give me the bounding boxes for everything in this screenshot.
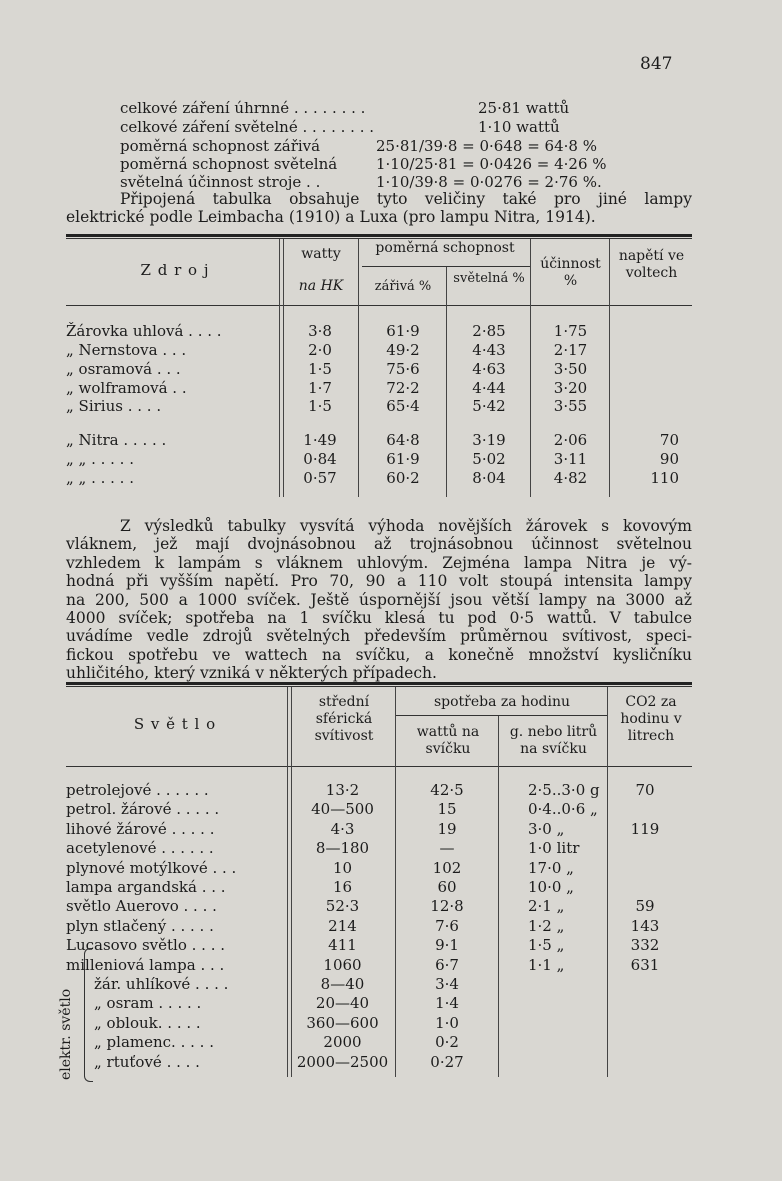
header-zariva: zářivá % — [374, 279, 432, 294]
intro-paragraph — [66, 190, 692, 227]
table2-cell-name: „ plamenc. . . . . — [94, 1033, 214, 1051]
table1-cell-napeti: 90 — [659, 450, 679, 468]
table2-cell-wattu: 9·1 — [435, 936, 459, 954]
table2-cell-litru: 10·0 „ — [528, 878, 574, 896]
table2-cell-name: acetylenové . . . . . . — [66, 839, 214, 857]
table2-cell-name: lihové žárové . . . . . — [66, 820, 215, 838]
table1-cell-svetelna: 5·42 — [472, 397, 506, 415]
intro-line: elektrické podle Leimbacha (1910) a Luxa (pro lampu Nitra, 1914). — [66, 208, 596, 227]
table2-cell-name: milleniová lampa . . . — [66, 956, 225, 974]
table2-cell-litru: 17·0 „ — [528, 859, 574, 877]
intro-line: Připojená tabulka obsahuje tyto veličiny také pro jiné lampy — [120, 190, 692, 208]
table1-cell-napeti: 70 — [659, 431, 679, 449]
table2-cell-name: plynové motýlkové . . . — [66, 859, 237, 877]
table2-cell-name: petrol. žárové . . . . . — [66, 800, 220, 818]
table2-cell-name: světlo Auerovo . . . . — [66, 897, 217, 915]
table2-cell-name: plyn stlačený . . . . . — [66, 917, 214, 935]
table1-cell-watty: 1·5 — [308, 360, 332, 378]
table2-cell-litru: 0·4..0·6 „ — [528, 800, 598, 818]
header-na-hk: na HK — [298, 278, 344, 294]
table1-cell-watty: 3·8 — [308, 322, 332, 340]
table2-cell-wattu: 0·27 — [430, 1053, 464, 1071]
radiation-value: 1·10/39·8 = 0·0276 = 2·76 %. — [376, 173, 602, 191]
results-line: 4000 svíček; spotřeba na 1 svíčku klesá tu pod 0·5 wattů. V tabulce — [66, 608, 692, 627]
table2-cell-litru: 1·2 „ — [528, 917, 565, 935]
table2-cell-litru: 2·1 „ — [528, 897, 565, 915]
table1-cell-zariva: 75·6 — [386, 360, 420, 378]
table1-cell-watty: 1·5 — [308, 397, 332, 415]
table2-cell-wattu: 15 — [437, 800, 457, 818]
results-paragraph — [66, 517, 692, 683]
radiation-value: 25·81 wattů — [478, 99, 570, 117]
table2-cell-name: petrolejové . . . . . . — [66, 781, 209, 799]
radiation-label: světelná účinnost stroje . . — [120, 173, 321, 191]
table1-cell-svetelna: 2·85 — [472, 322, 506, 340]
header-spotreba: spotřeba za hodinu — [433, 694, 571, 710]
header-wattu: wattů na svíčku — [416, 724, 480, 757]
table1-cell-watty: 0·84 — [303, 450, 337, 468]
table2-cell-co2: 631 — [630, 956, 660, 974]
header-ucinnost: účinnost % — [540, 256, 601, 289]
table1-cell-svetelna: 4·44 — [472, 379, 506, 397]
table2-cell-svitivost: 16 — [332, 878, 353, 896]
table2-cell-wattu: 12·8 — [430, 897, 464, 915]
results-line: Z výsledků tabulky vysvítá výhoda novějších žárovek s kovovým — [120, 517, 692, 535]
table1-cell-ucinnost: 3·55 — [553, 397, 588, 415]
table1-cell-ucinnost: 3·50 — [553, 360, 588, 378]
table1-cell-name: Žárovka uhlová . . . . — [66, 322, 222, 340]
table2-cell-wattu: 0·2 — [435, 1033, 459, 1051]
table1-cell-svetelna: 3·19 — [472, 431, 506, 449]
radiation-value: 1·10/25·81 = 0·0426 = 4·26 % — [376, 155, 607, 173]
table2-cell-svitivost: 52·3 — [325, 897, 360, 915]
table1-cell-name: „ „ . . . . . — [66, 469, 134, 487]
results-line: vláknem, jež mají dvojnásobnou až trojnásobnou účinnost světelnou — [66, 535, 692, 554]
table1-cell-zariva: 61·9 — [386, 322, 420, 340]
table1-cell-zariva: 49·2 — [386, 341, 420, 359]
table1-cell-watty: 1·7 — [308, 379, 332, 397]
radiation-value: 1·10 wattů — [478, 118, 560, 136]
radiation-label: celkové záření světelné . . . . . . . . — [120, 118, 375, 136]
table1-cell-zariva: 72·2 — [386, 379, 420, 397]
table1-cell-svetelna: 4·43 — [472, 341, 506, 359]
table1-cell-zariva: 64·8 — [386, 431, 420, 449]
table2-cell-co2: 119 — [630, 820, 660, 838]
table2-cell-name: Lucasovo světlo . . . . — [66, 936, 226, 954]
table2-cell-litru: 1·5 „ — [528, 936, 565, 954]
table1-cell-zariva: 61·9 — [386, 450, 420, 468]
table1-cell-napeti: 110 — [650, 469, 679, 487]
table2-cell-wattu: 19 — [437, 820, 457, 838]
table2-cell-svitivost: 411 — [328, 936, 357, 954]
table2-cell-litru: 1·1 „ — [528, 956, 565, 974]
table1-cell-watty: 1·49 — [303, 431, 337, 449]
table2-cell-co2: 59 — [635, 897, 655, 915]
table1-cell-name: „ wolframová . . — [66, 379, 187, 397]
results-line: na 200, 500 a 1000 svíček. Ještě úspornější jsou větší lampy na 3000 až — [66, 590, 692, 609]
table1-cell-svetelna: 4·63 — [472, 360, 506, 378]
header-svetelna: světelná % — [453, 271, 525, 286]
table2-cell-wattu: 42·5 — [430, 781, 464, 799]
table2-cell-svitivost: 4·3 — [330, 820, 355, 838]
table2-cell-svitivost: 13·2 — [325, 781, 360, 799]
header-napeti: napětí ve voltech — [618, 248, 685, 281]
table1-cell-name: „ Nitra . . . . . — [66, 431, 167, 449]
table1-cell-ucinnost: 3·11 — [553, 450, 588, 468]
table1-cell-name: „ „ . . . . . — [66, 450, 134, 468]
table1-cell-zariva: 60·2 — [386, 469, 420, 487]
table1-cell-name: „ Nernstova . . . — [66, 341, 187, 359]
table1-cell-watty: 2·0 — [308, 341, 332, 359]
table2-cell-litru: 1·0 litr — [528, 839, 580, 857]
table2-cell-name: lampa argandská . . . — [66, 878, 226, 896]
table1-cell-ucinnost: 1·75 — [553, 322, 588, 340]
table2-cell-wattu: 60 — [437, 878, 457, 896]
results-line: uvádíme vedle zdrojů světelných především průměrnou svítivost, speci- — [66, 627, 692, 646]
results-line: hodná při vyšším napětí. Pro 70, 90 a 110 volt stoupá intensita lampy — [66, 572, 692, 591]
header-svetlo: S v ě t l o — [133, 715, 217, 733]
radiation-label: poměrná schopnost světelná — [120, 155, 338, 173]
table2-cell-co2: 143 — [630, 917, 660, 935]
results-line: vzhledem k lampám s vláknem uhlovým. Zejména lampa Nitra je vý- — [66, 553, 692, 572]
table1-cell-zariva: 65·4 — [386, 397, 420, 415]
radiation-label: celkové záření úhrnné . . . . . . . . — [120, 99, 366, 117]
results-line: fickou spotřebu ve wattech na svíčku, a konečně množství kysličníku — [66, 645, 692, 664]
table2-cell-co2: 70 — [635, 781, 655, 799]
table1-cell-name: „ Sirius . . . . — [66, 397, 162, 415]
header-pomerna-schopnost: poměrná schopnost — [375, 240, 515, 256]
table2-cell-wattu: — — [439, 839, 455, 857]
radiation-value: 25·81/39·8 = 0·648 = 64·8 % — [376, 137, 597, 155]
table2-cell-svitivost: 1060 — [323, 956, 362, 974]
table1-cell-ucinnost: 2·17 — [553, 341, 588, 359]
table2-cell-svitivost: 8—180 — [315, 839, 370, 857]
table2-cell-svitivost: 40—500 — [311, 800, 374, 818]
header-litru: g. nebo litrů na svíčku — [509, 724, 598, 757]
results-line: uhličitého, který vzniká v některých případech. — [66, 664, 437, 683]
table2-cell-wattu: 1·0 — [435, 1014, 459, 1032]
table1-cell-ucinnost: 4·82 — [553, 469, 588, 487]
table2-cell-svitivost: 2000—2500 — [296, 1053, 389, 1071]
table1-cell-name: „ osramová . . . — [66, 360, 181, 378]
table2-cell-litru: 3·0 „ — [528, 820, 565, 838]
table2-cell-wattu: 102 — [432, 859, 462, 877]
header-co2: CO2 za hodinu v litrech — [620, 694, 682, 744]
table2-cell-name: žár. uhlíkové . . . . — [94, 975, 229, 993]
table1-cell-svetelna: 5·02 — [472, 450, 506, 468]
table2-cell-wattu: 1·4 — [435, 994, 459, 1012]
table2-cell-svitivost: 360—600 — [306, 1014, 379, 1032]
radiation-label: poměrná schopnost zářivá — [120, 137, 321, 155]
table2-cell-svitivost: 8—40 — [320, 975, 365, 993]
table1-cell-svetelna: 8·04 — [472, 469, 506, 487]
table2-cell-name: „ oblouk. . . . . — [94, 1014, 201, 1032]
table1-cell-ucinnost: 2·06 — [553, 431, 588, 449]
table2-cell-wattu: 6·7 — [435, 956, 459, 974]
table1-cell-ucinnost: 3·20 — [553, 379, 588, 397]
table2-cell-co2: 332 — [630, 936, 660, 954]
table2-cell-litru: 2·5..3·0 g — [528, 781, 600, 799]
table2-cell-svitivost: 10 — [332, 859, 353, 877]
table2-cell-wattu: 3·4 — [435, 975, 459, 993]
header-zdroj: Z d r o j — [140, 261, 210, 279]
table1-cell-watty: 0·57 — [303, 469, 337, 487]
electric-light-label: elektr. světlo — [58, 988, 74, 1080]
table2-cell-svitivost: 214 — [328, 917, 357, 935]
page-number: 847 — [640, 54, 673, 74]
table2-cell-svitivost: 2000 — [323, 1033, 362, 1051]
table2-cell-name: „ osram . . . . . — [94, 994, 202, 1012]
header-watty: watty — [301, 246, 341, 262]
table2-cell-wattu: 7·6 — [435, 917, 459, 935]
header-stredni-svitivost: střední sférická svítivost — [314, 694, 374, 744]
table2-cell-svitivost: 20—40 — [315, 994, 370, 1012]
table2-cell-name: „ rtuťové . . . . — [94, 1053, 200, 1071]
